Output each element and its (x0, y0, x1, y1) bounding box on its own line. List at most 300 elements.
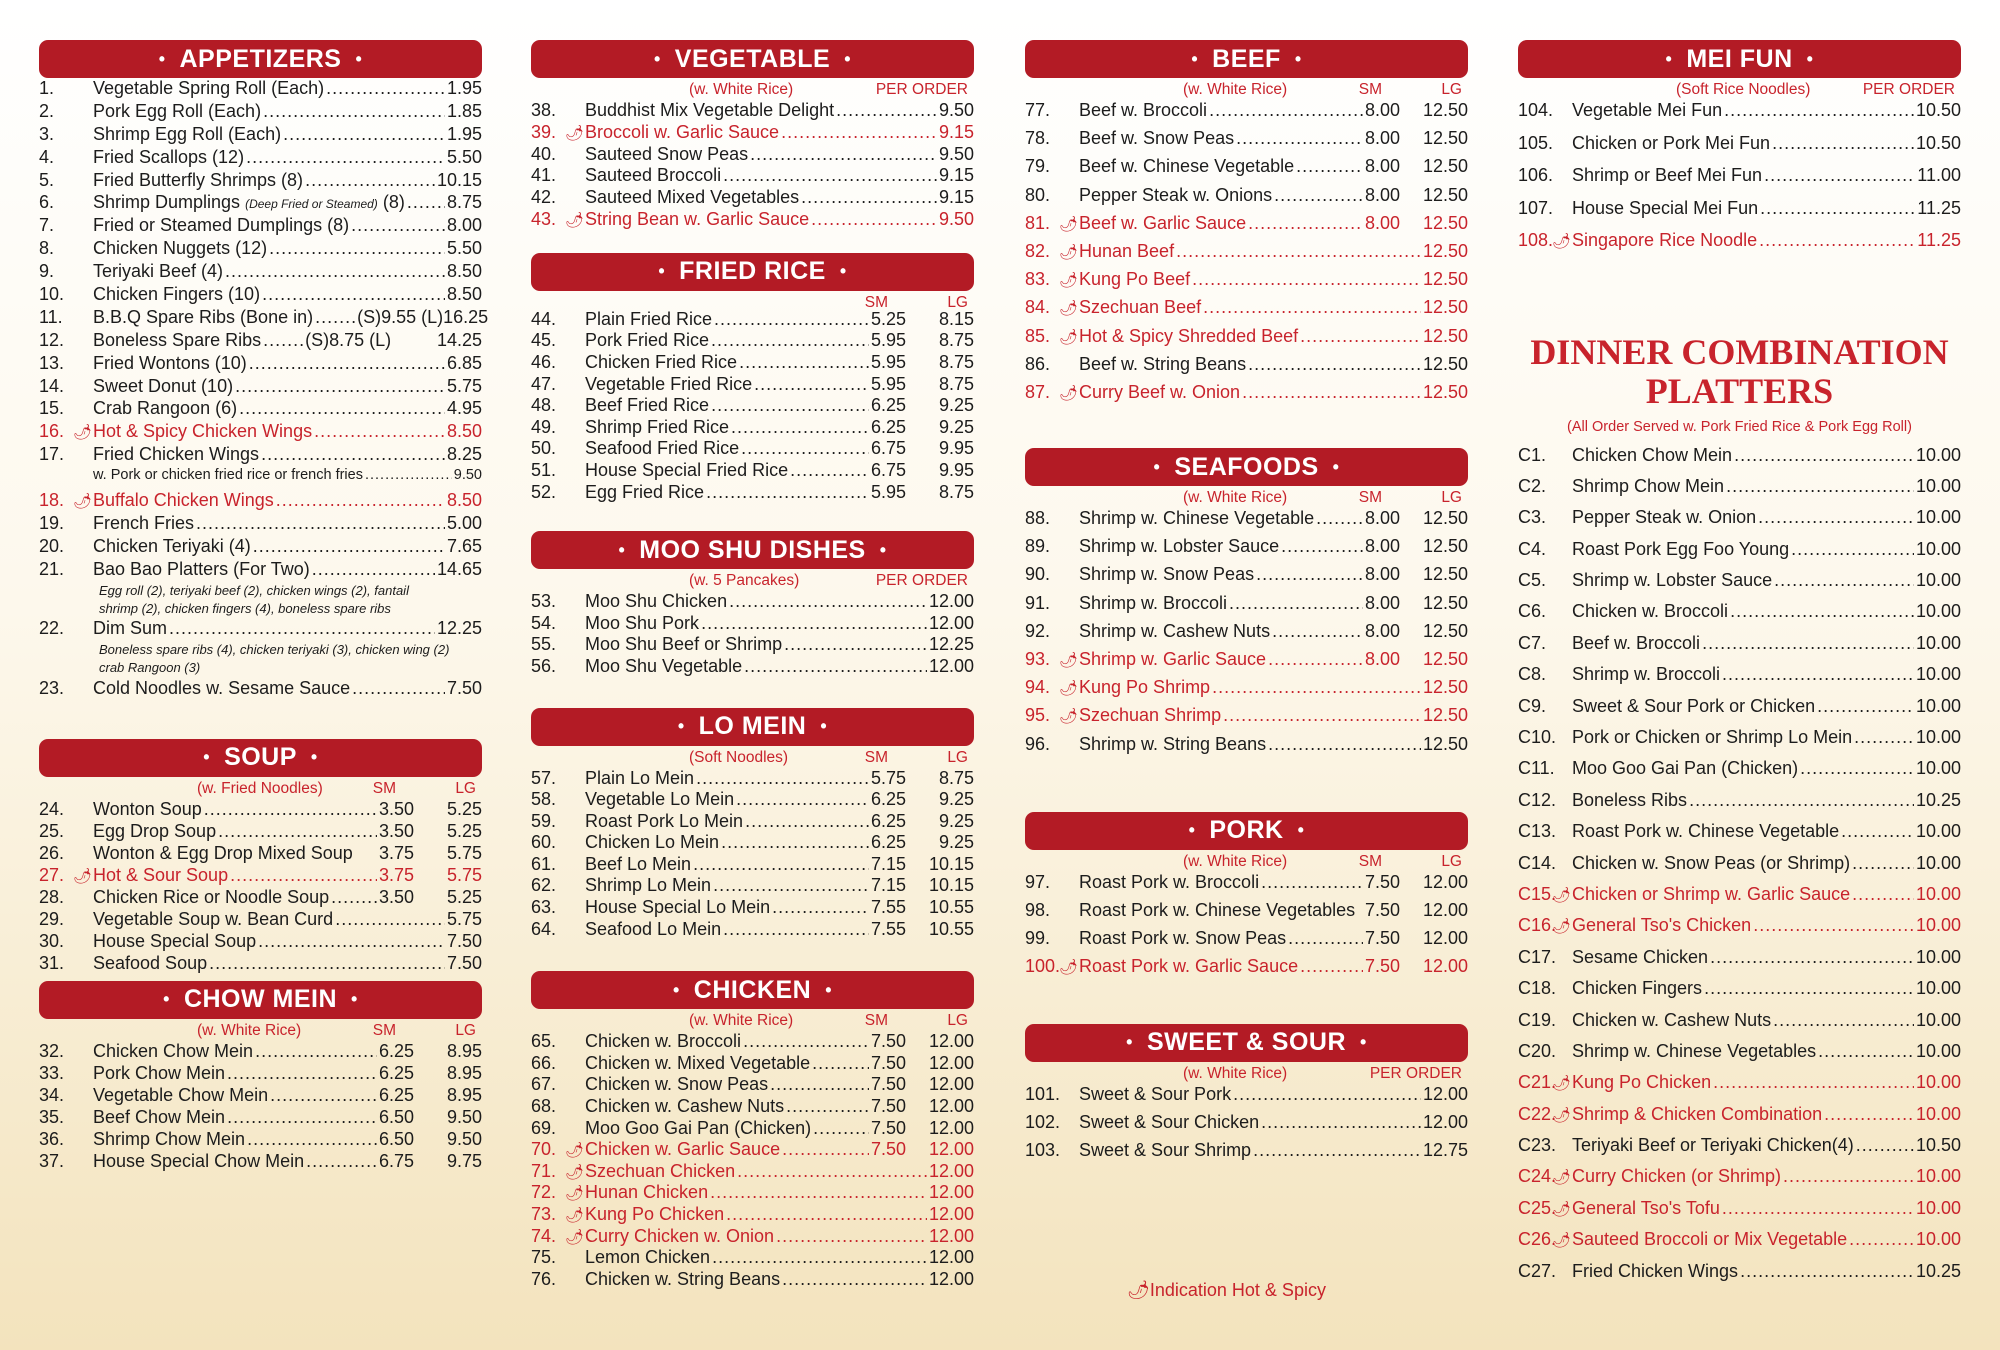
section-title: APPETIZERS (179, 44, 342, 73)
menu-item (39, 678, 482, 701)
item-price: 10.00 (1915, 1229, 1961, 1250)
dot-leader (1849, 1229, 1914, 1250)
dot-leader (1753, 915, 1914, 936)
section-subheader (531, 746, 974, 768)
menu-item (1025, 956, 1468, 984)
item-name-text: Shrimp w. Cashew Nuts (1079, 620, 1271, 641)
item-name (1572, 978, 1702, 999)
item-price-large: 12.50 (1422, 592, 1468, 613)
banner-dot: • (355, 48, 363, 69)
item-price-large: 8.75 (938, 351, 974, 372)
item-name (1572, 507, 1756, 528)
item-price-small: 8.00 (1364, 508, 1400, 529)
item-price-small: 8.00 (1364, 128, 1400, 149)
item-price-large: 12.50 (1422, 381, 1468, 402)
item-name (1079, 156, 1294, 177)
item-price: 10.00 (1915, 1103, 1961, 1124)
item-price-small: 7.50 (1364, 955, 1400, 976)
item-name (585, 1247, 710, 1268)
item-number: C13. (1518, 821, 1557, 842)
item-name-text: Moo Shu Beef or Shrimp (585, 634, 783, 655)
item-price: 12.00 (1422, 1083, 1468, 1104)
dot-leader (743, 1031, 869, 1052)
section-note: (w. White Rice) (689, 1012, 794, 1030)
section-banner (531, 971, 974, 1009)
item-number: 2. (39, 100, 55, 121)
item-price: 10.00 (1915, 695, 1961, 716)
item-price-small: 8.00 (1364, 564, 1400, 585)
item-name-text: Shrimp w. Chinese Vegetable (1079, 508, 1315, 529)
item-number: 26. (39, 842, 65, 863)
dot-leader (813, 1118, 869, 1139)
item-name (1572, 696, 1815, 717)
item-name (585, 634, 782, 655)
item-price: 10.00 (1915, 727, 1961, 748)
item-name: 🌶︎Broccoli w. Garlic Sauce (565, 121, 780, 142)
item-name: 🌶︎Szechuan Shrimp (1059, 705, 1222, 726)
menu-item (531, 1269, 974, 1291)
item-price: 9.50 (453, 467, 482, 484)
dot-leader (1764, 165, 1915, 186)
sm-header: SM (864, 1012, 888, 1030)
menu-item (1518, 100, 1961, 133)
item-name-text: Sauteed Mixed Vegetables (585, 187, 800, 208)
section-banner (1518, 40, 1961, 78)
item-price-large: 12.50 (1422, 536, 1468, 557)
item-price: 14.25 (436, 329, 482, 350)
dot-leader (196, 513, 445, 534)
item-name (585, 438, 739, 459)
dot-leader (1760, 198, 1915, 219)
item-name-text: Beef w. Broccoli (1572, 632, 1701, 653)
item-name-text: Sweet & Sour Shrimp (1079, 1139, 1252, 1160)
item-number: 54. (531, 612, 557, 633)
banner-dot: • (658, 261, 666, 282)
item-name-text: Curry Chicken (or Shrimp) (1572, 1166, 1782, 1187)
item-price: 12.00 (928, 591, 974, 612)
item-price-large: 8.95 (446, 1084, 482, 1105)
item-price: 10.00 (1915, 538, 1961, 559)
item-name-text: Crab Rangoon (6) (93, 398, 238, 419)
item-name-text: Singapore Rice Noodle (1572, 230, 1758, 250)
dot-leader (772, 897, 869, 918)
dot-leader (711, 330, 869, 351)
item-name-text: Shrimp w. Broccoli (1079, 592, 1228, 613)
menu-item (39, 467, 482, 490)
item-name-text: Shrimp w. Snow Peas (1079, 564, 1255, 585)
item-name (93, 799, 202, 820)
per-order-header: PER ORDER (1369, 1064, 1462, 1082)
dot-leader (1192, 269, 1421, 290)
item-name-text: Sweet & Sour Chicken (1079, 1111, 1260, 1132)
menu-item (531, 309, 974, 331)
item-name (585, 395, 709, 416)
dot-leader (1248, 354, 1421, 375)
item-name: 🌶︎Curry Chicken (or Shrimp) (1552, 1166, 1782, 1187)
item-name-text: Hot & Sour Soup (93, 864, 229, 885)
item-price: 8.50 (446, 490, 482, 511)
lg-header: LG (947, 1012, 968, 1030)
item-price-small: 3.50 (378, 798, 414, 819)
item-name (93, 170, 303, 191)
dot-leader (1852, 853, 1914, 874)
menu-item (1025, 734, 1468, 762)
item-price: 8.50 (446, 284, 482, 305)
vegetable-section (531, 40, 974, 231)
menu-item (39, 559, 482, 582)
item-number: 43. (531, 208, 557, 229)
item-name-text: Beef Chow Mein (93, 1106, 226, 1127)
dot-leader (253, 536, 445, 557)
dot-leader (712, 1247, 927, 1268)
section-note: (w. White Rice) (1183, 81, 1288, 98)
dot-leader (1300, 326, 1421, 347)
item-number: C2. (1518, 475, 1547, 496)
item-name-text: Shrimp Fried Rice (585, 416, 730, 437)
dot-leader (812, 1053, 869, 1074)
item-name-text: Vegetable Lo Mein (585, 789, 735, 810)
dot-leader (1300, 956, 1363, 977)
chicken-section (531, 971, 974, 1290)
menu-item (1518, 570, 1961, 601)
item-name (1572, 1010, 1771, 1031)
hot-spicy-legend: 🌶︎Indication Hot & Spicy (1127, 1280, 1326, 1300)
item-price-large: 12.50 (1422, 508, 1468, 529)
item-number: 25. (39, 820, 65, 841)
item-number: 48. (531, 395, 557, 416)
item-name-text: Moo Goo Gai Pan (Chicken) (1572, 758, 1799, 779)
item-number: 24. (39, 798, 65, 819)
item-name (1572, 1135, 1854, 1156)
item-name-text: Chicken w. Cashew Nuts (585, 1096, 785, 1117)
item-name-text: Teriyaki Beef (4) (93, 261, 224, 282)
item-name-text: Shrimp w. String Beans (1079, 733, 1267, 754)
item-price: 10.00 (1915, 978, 1961, 999)
item-name-text: Sweet & Sour Pork or Chicken (1572, 695, 1816, 716)
dot-leader (1702, 633, 1914, 654)
item-price-large: 12.00 (928, 1096, 974, 1117)
menu-item (39, 170, 482, 193)
sm-header: SM (864, 293, 888, 311)
menu-item-list (39, 78, 489, 701)
item-price-large: 12.00 (928, 1247, 974, 1268)
item-price: 7.50 (446, 930, 482, 951)
item-name-text: Shrimp w. Lobster Sauce (1079, 536, 1280, 557)
section-banner (1025, 40, 1468, 78)
item-number: 55. (531, 634, 557, 655)
item-name (1079, 872, 1259, 893)
banner-dot: • (677, 716, 685, 736)
item-number: 89. (1025, 536, 1051, 557)
menu-item (531, 1204, 974, 1226)
item-number: 70. (531, 1139, 557, 1160)
item-number: 57. (531, 767, 557, 788)
menu-item (39, 398, 482, 421)
dot-leader (407, 192, 445, 213)
item-name (93, 78, 324, 99)
item-name-text: Curry Beef w. Onion (1079, 381, 1241, 402)
item-name-text: Chicken w. Broccoli (1572, 601, 1729, 622)
dot-leader (230, 865, 377, 886)
item-name-text: Beef w. Chinese Vegetable (1079, 156, 1295, 177)
item-name-text: String Bean w. Garlic Sauce (585, 208, 810, 229)
item-name-text: Chicken w. Garlic Sauce (585, 1139, 781, 1160)
item-name (1079, 185, 1272, 206)
item-name (585, 330, 709, 351)
menu-item (1025, 677, 1468, 705)
item-number: 44. (531, 308, 557, 329)
item-number: 41. (531, 165, 557, 186)
item-price-large: 9.95 (938, 438, 974, 459)
item-name: 🌶︎Singapore Rice Noodle (1552, 230, 1758, 250)
dot-leader (269, 238, 445, 259)
item-name-text: Chicken w. Snow Peas (or Shrimp) (1572, 852, 1851, 873)
item-price: 7.50 (446, 952, 482, 973)
menu-item (39, 444, 482, 467)
item-number: C3. (1518, 507, 1547, 528)
section-title: LO MEIN (698, 712, 807, 740)
dot-leader (312, 559, 435, 580)
item-price-large: 12.50 (1422, 649, 1468, 669)
item-name-text: Beef Lo Mein (585, 853, 692, 874)
dot-leader (283, 124, 445, 145)
menu-item (39, 284, 482, 307)
menu-item (1025, 354, 1468, 382)
dot-leader (754, 374, 869, 395)
sm-header: SM (864, 748, 888, 766)
item-number: 53. (531, 591, 557, 612)
item-price-small: 7.55 (870, 897, 906, 918)
item-price: 10.00 (1915, 475, 1961, 496)
item-number: 76. (531, 1268, 557, 1289)
section-subheader (531, 78, 974, 100)
item-number: 19. (39, 512, 65, 533)
item-name-text: Chicken w. Cashew Nuts (1572, 1009, 1772, 1030)
section-note: (w. White Rice) (1183, 852, 1288, 870)
item-price: 4.95 (446, 398, 482, 419)
menu-item (39, 306, 489, 330)
item-number: 68. (531, 1096, 557, 1117)
item-number: 95. (1025, 705, 1051, 726)
dot-leader (744, 656, 927, 677)
item-number: 52. (531, 481, 557, 502)
item-name-text: Kung Po Beef (1079, 269, 1191, 290)
item-name-text: Shrimp Chow Mein (1572, 475, 1725, 496)
dot-leader (1791, 539, 1914, 560)
dot-leader (351, 215, 445, 236)
menu-item (1025, 185, 1468, 213)
item-name: 🌶︎Hot & Spicy Chicken Wings (73, 421, 313, 442)
item-name-text: Roast Pork Lo Mein (585, 810, 744, 831)
menu-item (39, 101, 482, 124)
menu-item (1025, 621, 1468, 649)
item-name (585, 591, 727, 612)
item-name (1079, 354, 1246, 375)
menu-item (531, 591, 974, 613)
item-name-text: Moo Shu Pork (585, 612, 700, 633)
item-number: C17. (1518, 946, 1557, 967)
item-name (93, 398, 237, 419)
item-name-text: Moo Goo Gai Pan (Chicken) (585, 1117, 812, 1138)
section-note: (w. White Rice) (197, 1021, 302, 1039)
item-number: 60. (531, 832, 557, 853)
section-note: (Soft Rice Noodles) (1676, 81, 1811, 98)
item-name (1572, 601, 1728, 622)
dot-leader (696, 768, 869, 789)
dot-leader (227, 1063, 377, 1084)
menu-item (531, 897, 974, 919)
item-name (93, 1151, 304, 1172)
banner-dot: • (1126, 1032, 1133, 1053)
menu-item (531, 395, 974, 417)
menu-item-list (1518, 100, 1961, 263)
item-name-text: Seafood Soup (93, 952, 208, 973)
item-name-text: Beef w. String Beans (1079, 353, 1247, 374)
menu-item (531, 187, 974, 209)
dot-leader (782, 1139, 869, 1160)
dot-leader (261, 444, 445, 465)
item-name-text: Kung Po Chicken (585, 1204, 725, 1224)
item-name (1572, 947, 1708, 968)
item-price-small: 7.50 (1364, 871, 1400, 892)
item-price-small: 8.00 (1364, 212, 1400, 233)
banner-dot: • (158, 48, 166, 69)
dot-leader (225, 261, 445, 282)
item-number: 74. (531, 1225, 557, 1246)
menu-item (1518, 445, 1961, 476)
item-number: C26. (1518, 1229, 1557, 1250)
item-name-text: Moo Shu Chicken (585, 591, 728, 612)
item-price: 1.95 (446, 123, 482, 144)
item-name-text: Chicken or Shrimp w. Garlic Sauce (1572, 883, 1851, 904)
lg-header: LG (1441, 852, 1462, 870)
item-price: 7.50 (446, 677, 482, 698)
item-name (585, 1269, 780, 1290)
soup-section (39, 739, 482, 975)
item-price-small: 8.00 (1364, 184, 1400, 205)
item-number: 21. (39, 558, 65, 579)
dot-leader (736, 789, 869, 810)
menu-item (39, 421, 482, 444)
item-name (585, 100, 834, 121)
menu-item (1518, 1072, 1961, 1103)
menu-item (1518, 476, 1961, 507)
item-name-text: Shrimp w. Chinese Vegetables (1572, 1040, 1817, 1061)
item-name: 🌶︎Hunan Beef (1059, 240, 1175, 261)
item-number: 3. (39, 123, 55, 144)
item-price-large: 12.50 (1422, 269, 1468, 290)
item-price-small: 5.95 (870, 481, 906, 502)
banner-dot: • (1188, 820, 1196, 841)
item-price: 14.65 (436, 558, 482, 579)
menu-item (39, 78, 482, 101)
item-small-price: (S)9.55 (L) (357, 306, 444, 327)
item-price-small: 6.25 (870, 416, 906, 437)
item-number: C8. (1518, 664, 1547, 685)
dinner-combination-title: DINNER COMBINATION PLATTERS (1530, 331, 1949, 411)
menu-item (1518, 978, 1961, 1009)
dot-leader (1261, 872, 1363, 893)
item-name: 🌶︎Hot & Sour Soup (73, 864, 229, 885)
item-number: C6. (1518, 601, 1547, 622)
item-number: 67. (531, 1074, 557, 1095)
item-number: C24. (1518, 1166, 1557, 1187)
item-price-large: 12.50 (1422, 325, 1468, 346)
appetizers-section (39, 40, 489, 701)
item-number: 50. (531, 438, 557, 459)
item-name (585, 897, 770, 918)
section-banner (39, 40, 482, 78)
item-price-small: 6.75 (378, 1150, 414, 1171)
sweet-sour-section (1025, 1024, 1468, 1168)
item-name (1572, 727, 1852, 748)
dot-leader (1281, 536, 1363, 557)
dot-leader (326, 78, 445, 99)
item-name (585, 1031, 741, 1052)
item-name-detail: (Deep Fried or Steamed) (245, 197, 378, 212)
item-name (93, 931, 256, 952)
item-number: C23. (1518, 1135, 1557, 1156)
item-number: 97. (1025, 871, 1051, 892)
menu-item (39, 536, 482, 559)
item-description: Boneless spare ribs (4), chicken teriyaki (3), chicken wing (2) (99, 642, 450, 658)
menu-item (39, 1151, 482, 1173)
item-name (93, 238, 267, 259)
item-price: 10.15 (436, 169, 482, 190)
item-number: 78. (1025, 128, 1051, 149)
dot-leader (750, 144, 937, 165)
item-price: 9.50 (938, 143, 974, 164)
item-name (93, 192, 405, 213)
dot-leader (1253, 1140, 1421, 1161)
item-number: 28. (39, 886, 65, 907)
item-name: 🌶︎Kung Po Chicken (565, 1204, 725, 1224)
item-number: 29. (39, 908, 65, 929)
dot-leader (218, 821, 377, 842)
item-number: 81. (1025, 212, 1051, 233)
dot-leader (263, 101, 445, 122)
item-price-small: 6.25 (870, 789, 906, 810)
item-name (1079, 621, 1270, 642)
item-name-text: Vegetable Spring Roll (Each) (93, 78, 325, 98)
dot-leader (745, 811, 869, 832)
item-name (93, 444, 259, 465)
item-price-large: 12.00 (928, 1139, 974, 1160)
dot-leader (335, 909, 445, 930)
item-name-text: Wonton Soup (93, 798, 202, 819)
menu-item (531, 144, 974, 166)
item-name-text: Chicken w. Snow Peas (585, 1074, 769, 1095)
item-price-large: 12.50 (1422, 240, 1468, 261)
item-name-text: Shrimp or Beef Mei Fun (1572, 165, 1763, 185)
item-name (93, 261, 223, 282)
item-name (585, 1053, 810, 1074)
item-name-text: Hot & Spicy Chicken Wings (93, 421, 313, 442)
item-number: 7. (39, 215, 55, 236)
item-number: 20. (39, 535, 65, 556)
item-price: 10.00 (1915, 915, 1961, 936)
item-price: 10.00 (1915, 883, 1961, 904)
dot-leader (1296, 156, 1363, 177)
item-name-text: Pork Chow Mein (93, 1062, 226, 1083)
dot-leader (246, 147, 445, 168)
section-banner (1025, 812, 1468, 850)
item-name-text: Buddhist Mix Vegetable Delight (585, 100, 835, 120)
menu-item (531, 854, 974, 876)
item-name (585, 417, 729, 438)
item-price-large: 12.00 (928, 1204, 974, 1224)
menu-item (39, 513, 482, 536)
